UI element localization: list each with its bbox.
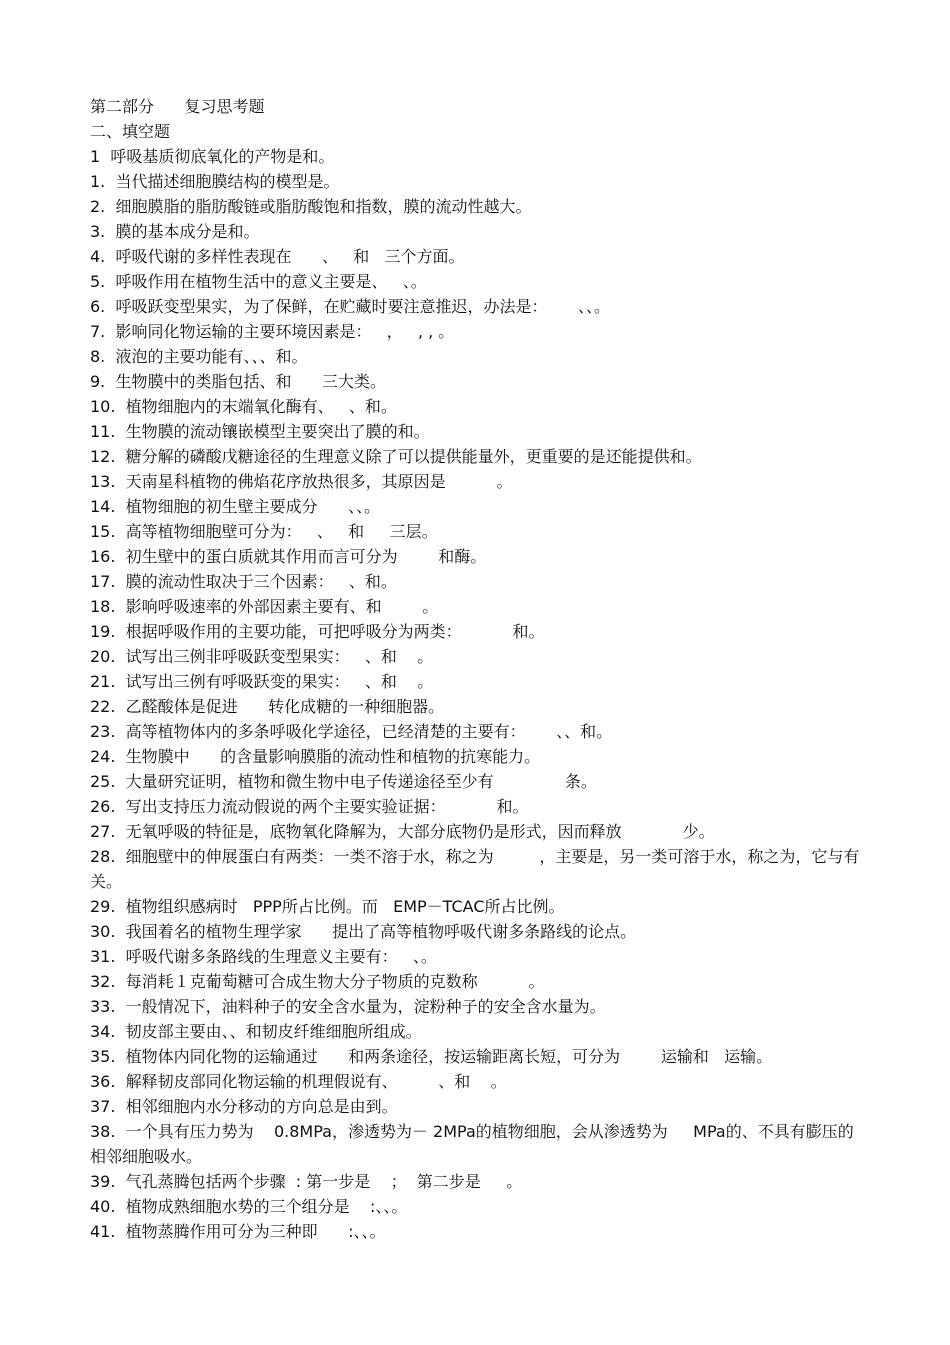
question-item: 39. 气孔蒸腾包括两个步骤 : 第一步是 ； 第二步是 。 — [90, 1172, 523, 1191]
question-item: 21. 试写出三例有呼吸跃变的果实： 、和 。 — [90, 672, 434, 691]
question-item: 28. 细胞壁中的伸展蛋白有两类：一类不溶于水，称之为 ，主要是，另一类可溶于水，称之为，它与有关。 — [90, 847, 860, 891]
question-item: 37. 相邻细胞内水分移动的方向总是由到。 — [90, 1097, 398, 1116]
question-list — [90, 144, 860, 1244]
question-item: 5. 呼吸作用在植物生活中的意义主要是、 、。 — [90, 272, 427, 291]
question-item: 8. 液泡的主要功能有、、、和。 — [90, 347, 308, 366]
question-item: 15. 高等植物细胞壁可分为： 、 和 三层。 — [90, 522, 438, 541]
part-title: 第二部分 复习思考题 — [90, 97, 265, 116]
section-title: 二、填空题 — [90, 122, 171, 141]
question-item: 1 呼吸基质彻底氧化的产物是和。 — [90, 147, 335, 166]
question-item: 32. 每消耗１克葡萄糖可合成生物大分子物质的克数称 。 — [90, 972, 545, 991]
question-item: 10. 植物细胞内的末端氧化酶有、 、和。 — [90, 397, 397, 416]
question-item: 17. 膜的流动性取决于三个因素： 、和。 — [90, 572, 397, 591]
question-item: 7. 影响同化物运输的主要环境因素是： ， , , 。 — [90, 322, 455, 341]
question-item: 38. 一个具有压力势为 0.8MPa，渗透势为－ 2MPa的植物细胞，会从渗透势为 MPa的、不具有膨压的相邻细胞吸水。 — [90, 1122, 854, 1166]
question-item: 33. 一般情况下，油料种子的安全含水量为，淀粉种子的安全含水量为。 — [90, 997, 606, 1016]
question-item: 12. 糖分解的磷酸戊糖途径的生理意义除了可以提供能量外，更重要的是还能提供和。 — [90, 447, 702, 466]
question-item: 11. 生物膜的流动镶嵌模型主要突出了膜的和。 — [90, 422, 430, 441]
question-item: 13. 天南星科植物的佛焰花序放热很多，其原因是 。 — [90, 472, 513, 491]
question-item: 2. 细胞膜脂的脂肪酸链或脂肪酸饱和指数，膜的流动性越大。 — [90, 197, 532, 216]
question-item: 24. 生物膜中 的含量影响膜脂的流动性和植物的抗寒能力。 — [90, 747, 541, 766]
question-item: 6. 呼吸跃变型果实，为了保鲜，在贮藏时要注意推迟，办法是： 、、。 — [90, 297, 610, 316]
question-item: 35. 植物体内同化物的运输通过 和两条途径，按运输距离长短，可分为 运输和 运输。 — [90, 1047, 773, 1066]
question-item: 23. 高等植物体内的多条呼吸化学途径，已经清楚的主要有： 、、和。 — [90, 722, 613, 741]
question-item: 4. 呼吸代谢的多样性表现在 、 和 三个方面。 — [90, 247, 465, 266]
document-page — [90, 94, 860, 1244]
question-item: 16. 初生壁中的蛋白质就其作用而言可分为 和酶。 — [90, 547, 487, 566]
question-item: 25. 大量研究证明，植物和微生物中电子传递途径至少有 条。 — [90, 772, 597, 791]
question-item: 34. 韧皮部主要由、、和韧皮纤维细胞所组成。 — [90, 1022, 422, 1041]
question-item: 1. 当代描述细胞膜结构的模型是。 — [90, 172, 340, 191]
question-item: 26. 写出支持压力流动假说的两个主要实验证据： 和。 — [90, 797, 529, 816]
question-item: 41. 植物蒸腾作用可分为三种即 :、、。 — [90, 1222, 386, 1241]
question-item: 18. 影响呼吸速率的外部因素主要有、和 。 — [90, 597, 439, 616]
question-item: 40. 植物成熟细胞水势的三个组分是 :、、。 — [90, 1197, 408, 1216]
question-item: 27. 无氧呼吸的特征是，底物氧化降解为，大部分底物仍是形式，因而释放 少。 — [90, 822, 715, 841]
question-item: 19. 根据呼吸作用的主要功能，可把呼吸分为两类： 和。 — [90, 622, 545, 641]
question-item: 31. 呼吸代谢多条路线的生理意义主要有： 、。 — [90, 947, 437, 966]
question-item: 30. 我国着名的植物生理学家 提出了高等植物呼吸代谢多条路线的论点。 — [90, 922, 637, 941]
question-item: 29. 植物组织感病时 PPP所占比例。而 EMP－TCAC所占比例。 — [90, 897, 565, 916]
question-item: 22. 乙醛酸体是促进 转化成糖的一种细胞器。 — [90, 697, 445, 716]
question-item: 14. 植物细胞的初生壁主要成分 、、。 — [90, 497, 381, 516]
question-item: 36. 解释韧皮部同化物运输的机理假说有、 、和 。 — [90, 1072, 507, 1091]
question-item: 3. 膜的基本成分是和。 — [90, 222, 260, 241]
question-item: 9. 生物膜中的类脂包括、和 三大类。 — [90, 372, 386, 391]
question-item: 20. 试写出三例非呼吸跃变型果实： 、和 。 — [90, 647, 434, 666]
